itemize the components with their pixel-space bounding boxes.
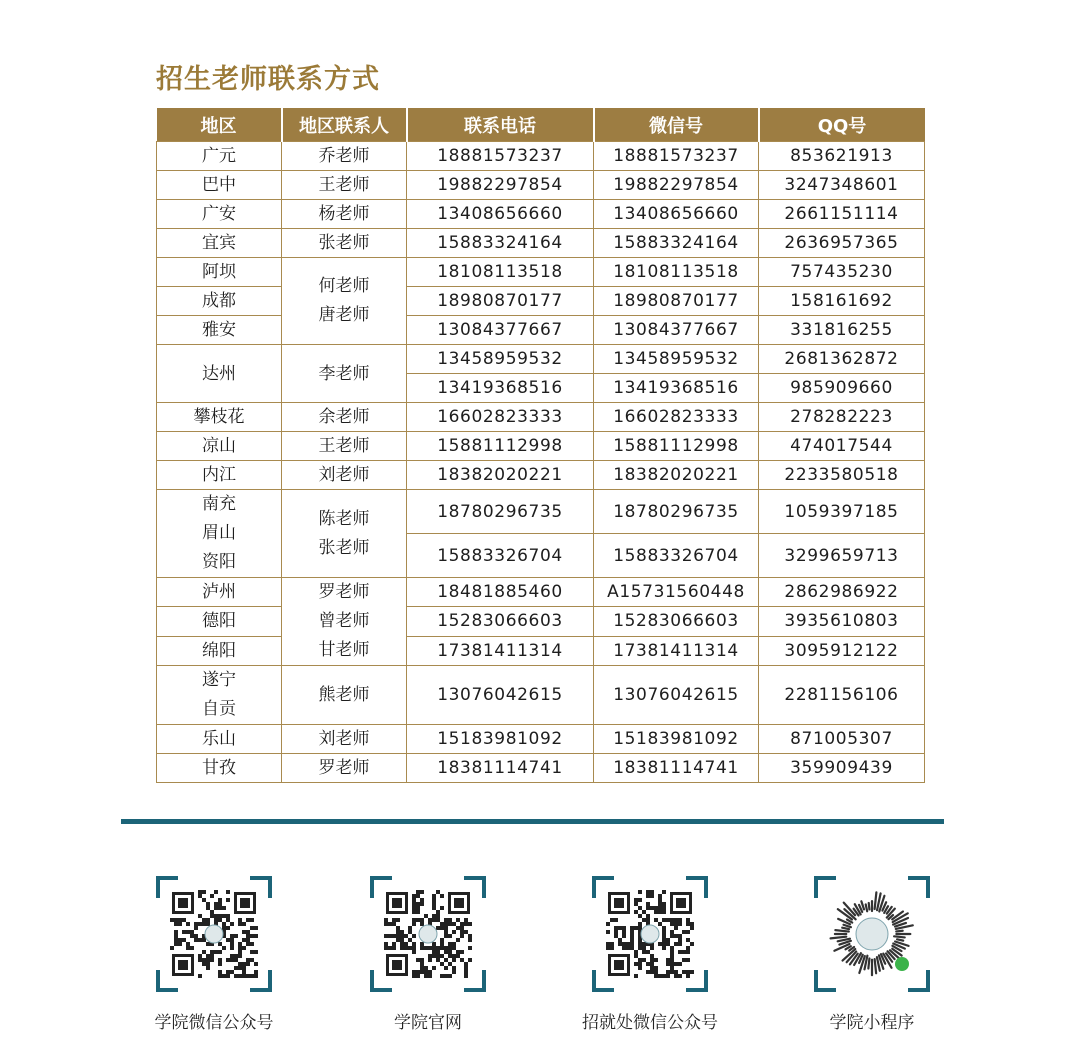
region-cell: 达州 — [157, 345, 282, 403]
teacher-name — [282, 578, 406, 665]
qq-cell: 1059397185 — [759, 490, 925, 534]
phone-cell: 18980870177 — [407, 287, 594, 316]
qq-cell: 331816255 — [759, 316, 925, 345]
header-region: 地区 — [157, 108, 282, 142]
phone-cell: 15883326704 — [407, 534, 594, 578]
stacked-line: 张老师 — [318, 537, 370, 558]
wechat-cell: 18382020221 — [594, 461, 759, 490]
region-cell: 德阳 — [157, 607, 282, 636]
region-name — [157, 666, 281, 724]
teacher-cell: 张老师 — [282, 229, 407, 258]
phone-cell: 13076042615 — [407, 666, 594, 725]
phone-cell: 13084377667 — [407, 316, 594, 345]
wechat-cell: 18381114741 — [594, 754, 759, 783]
stacked-line: 南充 — [202, 494, 236, 514]
stacked-line: 资阳 — [202, 552, 236, 572]
teacher-cell: 罗老师 — [282, 754, 407, 783]
wechat-cell: 18780296735 — [594, 490, 759, 534]
header-qq: QQ号 — [759, 108, 925, 142]
table-row — [157, 287, 925, 316]
region-cell — [157, 666, 282, 725]
wechat-cell: A15731560448 — [594, 578, 759, 607]
region-cell: 阿坝 — [157, 258, 282, 287]
region-cell: 广元 — [157, 142, 282, 171]
wechat-cell: 15881112998 — [594, 432, 759, 461]
region-cell: 雅安 — [157, 316, 282, 345]
qr-label: 学院微信公众号 — [154, 1013, 274, 1033]
table-row — [157, 754, 925, 783]
wechat-cell: 13408656660 — [594, 200, 759, 229]
header-wechat: 微信号 — [594, 108, 759, 142]
stacked-line: 何老师 — [318, 276, 370, 296]
teacher-cell — [282, 490, 407, 578]
qq-cell: 3247348601 — [759, 171, 925, 200]
header-phone: 联系电话 — [407, 108, 594, 142]
phone-cell: 18780296735 — [407, 490, 594, 534]
region-cell: 内江 — [157, 461, 282, 490]
qq-cell: 2281156106 — [759, 666, 925, 725]
qq-cell: 3095912122 — [759, 636, 925, 665]
qr-college-website[interactable] — [353, 876, 503, 1033]
wechat-cell: 15183981092 — [594, 725, 759, 754]
table-row — [157, 200, 925, 229]
qq-cell: 278282223 — [759, 403, 925, 432]
stacked-line: 罗老师 — [318, 582, 370, 602]
teacher-cell: 王老师 — [282, 171, 407, 200]
qq-cell: 3299659713 — [759, 534, 925, 578]
region-cell — [157, 490, 282, 578]
qr-label: 学院小程序 — [829, 1013, 915, 1033]
qq-cell: 2661151114 — [759, 200, 925, 229]
teacher-cell — [282, 578, 407, 666]
region-cell: 成都 — [157, 287, 282, 316]
table-row — [157, 607, 925, 636]
table-row — [157, 403, 925, 432]
region-cell: 攀枝花 — [157, 403, 282, 432]
phone-cell: 13458959532 — [407, 345, 594, 374]
qr-frame — [814, 876, 930, 992]
qq-cell: 871005307 — [759, 725, 925, 754]
phone-cell: 13419368516 — [407, 374, 594, 403]
qr-wechat-official-account[interactable] — [139, 876, 289, 1033]
wechat-cell: 16602823333 — [594, 403, 759, 432]
wechat-cell: 13419368516 — [594, 374, 759, 403]
table-row — [157, 636, 925, 665]
region-cell: 广安 — [157, 200, 282, 229]
qq-cell: 3935610803 — [759, 607, 925, 636]
teacher-name — [282, 505, 406, 563]
qr-code-icon — [606, 890, 694, 978]
wechat-cell: 18980870177 — [594, 287, 759, 316]
phone-cell: 18381114741 — [407, 754, 594, 783]
phone-cell: 18481885460 — [407, 578, 594, 607]
stacked-line: 遂宁 — [202, 670, 236, 690]
teacher-cell: 李老师 — [282, 345, 407, 403]
stacked-line: 甘老师 — [318, 640, 370, 660]
wechat-cell: 15283066603 — [594, 607, 759, 636]
qr-mini-program[interactable] — [797, 876, 947, 1033]
wechat-cell: 13076042615 — [594, 666, 759, 725]
qr-label: 招就处微信公众号 — [582, 1013, 718, 1033]
wechat-cell: 15883326704 — [594, 534, 759, 578]
table-row — [157, 258, 925, 287]
phone-cell: 15283066603 — [407, 607, 594, 636]
qr-employment-office-account[interactable] — [575, 876, 725, 1033]
table-row — [157, 142, 925, 171]
stacked-line: 自贡 — [202, 699, 236, 719]
phone-cell: 19882297854 — [407, 171, 594, 200]
table-row — [157, 461, 925, 490]
qq-cell: 2681362872 — [759, 345, 925, 374]
region-cell: 宜宾 — [157, 229, 282, 258]
region-cell: 泸州 — [157, 578, 282, 607]
table-row — [157, 578, 925, 607]
phone-cell: 18108113518 — [407, 258, 594, 287]
teacher-cell: 刘老师 — [282, 725, 407, 754]
table-row — [157, 490, 925, 534]
teacher-cell: 熊老师 — [282, 666, 407, 725]
stacked-line: 眉山 — [202, 523, 236, 543]
qq-cell: 474017544 — [759, 432, 925, 461]
stacked-line: 唐老师 — [318, 305, 370, 325]
wechat-cell: 15883324164 — [594, 229, 759, 258]
qr-code-icon — [384, 890, 472, 978]
region-name — [157, 490, 281, 577]
qr-frame — [156, 876, 272, 992]
teacher-cell — [282, 258, 407, 345]
region-cell: 绵阳 — [157, 636, 282, 665]
mini-program-code-icon — [828, 890, 916, 978]
region-cell: 凉山 — [157, 432, 282, 461]
phone-cell: 15881112998 — [407, 432, 594, 461]
qq-cell: 158161692 — [759, 287, 925, 316]
phone-cell: 18881573237 — [407, 142, 594, 171]
teacher-cell: 乔老师 — [282, 142, 407, 171]
wechat-cell: 18108113518 — [594, 258, 759, 287]
teacher-cell: 刘老师 — [282, 461, 407, 490]
teacher-cell: 王老师 — [282, 432, 407, 461]
qq-cell: 985909660 — [759, 374, 925, 403]
table-row — [157, 345, 925, 374]
table-row — [157, 432, 925, 461]
phone-cell: 17381411314 — [407, 636, 594, 665]
qq-cell: 2862986922 — [759, 578, 925, 607]
header-contact: 地区联系人 — [282, 108, 407, 142]
table-row — [157, 725, 925, 754]
qq-cell: 757435230 — [759, 258, 925, 287]
qq-cell: 2233580518 — [759, 461, 925, 490]
table-header-row — [157, 108, 925, 142]
wechat-cell: 13084377667 — [594, 316, 759, 345]
qq-cell: 2636957365 — [759, 229, 925, 258]
page-title: 招生老师联系方式 — [156, 64, 380, 95]
wechat-cell: 13458959532 — [594, 345, 759, 374]
teacher-cell: 余老师 — [282, 403, 407, 432]
phone-cell: 16602823333 — [407, 403, 594, 432]
qr-frame — [592, 876, 708, 992]
phone-cell: 15883324164 — [407, 229, 594, 258]
stacked-line: 曾老师 — [318, 611, 370, 631]
region-cell: 甘孜 — [157, 754, 282, 783]
qr-frame — [370, 876, 486, 992]
region-cell: 乐山 — [157, 725, 282, 754]
wechat-cell: 19882297854 — [594, 171, 759, 200]
phone-cell: 13408656660 — [407, 200, 594, 229]
qr-code-icon — [170, 890, 258, 978]
table-row — [157, 316, 925, 345]
contact-table — [156, 108, 925, 783]
table-row — [157, 229, 925, 258]
wechat-cell: 18881573237 — [594, 142, 759, 171]
section-divider — [121, 819, 944, 824]
table-row — [157, 171, 925, 200]
teacher-cell: 杨老师 — [282, 200, 407, 229]
phone-cell: 18382020221 — [407, 461, 594, 490]
wechat-cell: 17381411314 — [594, 636, 759, 665]
table-row — [157, 666, 925, 725]
teacher-name — [282, 272, 406, 330]
region-cell: 巴中 — [157, 171, 282, 200]
phone-cell: 15183981092 — [407, 725, 594, 754]
qr-label: 学院官网 — [394, 1013, 462, 1033]
qq-cell: 359909439 — [759, 754, 925, 783]
stacked-line: 陈老师 — [318, 508, 370, 529]
qq-cell: 853621913 — [759, 142, 925, 171]
